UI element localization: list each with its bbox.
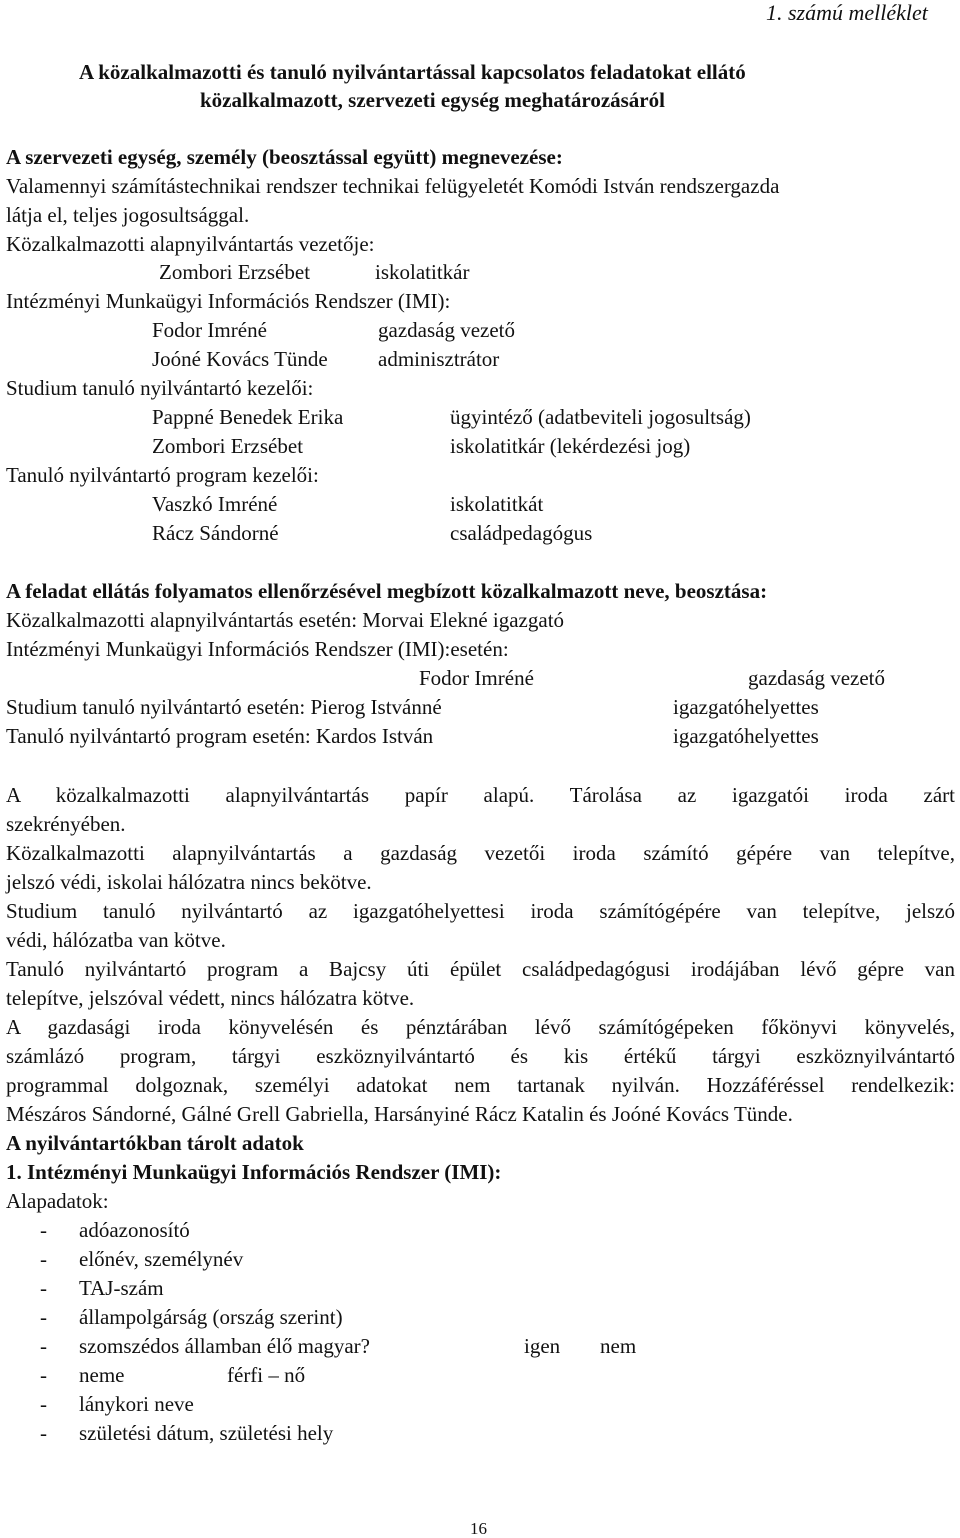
kozalk-role: iskolatitkár — [375, 260, 470, 284]
studium-person-role: ügyintéző (adatbeviteli jogosultság) — [450, 405, 751, 429]
kozalk-name: Zombori Erzsébet — [159, 260, 311, 284]
list-dash: - — [40, 1392, 47, 1416]
paragraph-3-line: védi, hálózatba van kötve. — [6, 928, 226, 952]
section2-studium-role: igazgatóhelyettes — [673, 695, 819, 719]
section1-intro-line1: Valamennyi számítástechnikai rendszer technikai felügyeletét Komódi István rendszergazda — [6, 174, 780, 198]
document-title-line1: A közalkalmazotti és tanuló nyilvántartással kapcsolatos feladatokat ellátó — [79, 60, 746, 84]
list-dash: - — [40, 1421, 47, 1445]
alapadatok-label: Alapadatok: — [6, 1189, 109, 1213]
paragraph-1-line: szekrényében. — [6, 812, 126, 836]
section3-heading: A nyilvántartókban tárolt adatok — [6, 1131, 304, 1155]
section2-studium: Studium tanuló nyilvántartó esetén: Pierog Istvánné — [6, 695, 442, 719]
section2-line1: Közalkalmazotti alapnyilvántartás esetén: Morvai Elekné igazgató — [6, 608, 565, 632]
list-dash: - — [40, 1334, 47, 1358]
section3-subheading: 1. Intézményi Munkaügyi Információs Rendszer (IMI): — [6, 1160, 502, 1184]
section2-line2: Intézményi Munkaügyi Információs Rendszer (IMI):esetén: — [6, 637, 509, 661]
list-item: neme — [79, 1363, 125, 1387]
list-item: TAJ-szám — [79, 1276, 164, 1300]
list-item: szomszédos államban élő magyar? — [79, 1334, 370, 1358]
list-dash: - — [40, 1276, 47, 1300]
section1-intro-line2: látja el, teljes jogosultsággal. — [6, 203, 250, 227]
list-item: lánykori neve — [79, 1392, 194, 1416]
tanulo-label: Tanuló nyilvántartó program kezelői: — [6, 463, 319, 487]
section2-heading: A feladat ellátás folyamatos ellenőrzésével megbízott közalkalmazott neve, beosztása: — [6, 579, 768, 603]
paragraph-4-line: Tanuló nyilvántartó program a Bajcsy úti épület családpedagógusi irodájában lévő gépre van — [6, 957, 955, 981]
option-yes: igen — [524, 1334, 561, 1358]
tanulo-person-role: családpedagógus — [450, 521, 593, 545]
tanulo-person-name: Rácz Sándorné — [152, 521, 279, 545]
page-number: 16 — [470, 1519, 487, 1538]
annex-label: 1. számú melléklet — [766, 0, 928, 25]
paragraph-5-line: A gazdasági iroda könyvelésén és pénztárában lévő számítógépeken főkönyvi könyvelés, — [6, 1015, 955, 1039]
document-title-line2: közalkalmazott, szervezeti egység meghatározásáról — [200, 88, 665, 112]
imi-person-role: adminisztrátor — [378, 347, 500, 371]
list-item: adóazonosító — [79, 1218, 190, 1242]
paragraph-5-line: Mészáros Sándorné, Gálné Grell Gabriella, Harsányiné Rácz Katalin és Joóné Kovács Tünde. — [6, 1102, 793, 1126]
paragraph-2-line: jelszó védi, iskolai hálózatra nincs bekötve. — [6, 870, 372, 894]
list-item: előnév, személynév — [79, 1247, 244, 1271]
tanulo-person-name: Vaszkó Imréné — [152, 492, 278, 516]
section2-tanulo-role: igazgatóhelyettes — [673, 724, 819, 748]
section2-imi-role: gazdaság vezető — [748, 666, 886, 690]
list-dash: - — [40, 1305, 47, 1329]
kozalk-label: Közalkalmazotti alapnyilvántartás vezetője: — [6, 232, 375, 256]
paragraph-4-line: telepítve, jelszóval védett, nincs hálózatra kötve. — [6, 986, 415, 1010]
paragraph-5-line: számlázó program, tárgyi eszköznyilvántartó és kis értékű tárgyi eszköznyilvántartó — [6, 1044, 955, 1068]
imi-person-name: Fodor Imréné — [152, 318, 267, 342]
imi-person-role: gazdaság vezető — [378, 318, 516, 342]
imi-label: Intézményi Munkaügyi Információs Rendszer (IMI): — [6, 289, 451, 313]
tanulo-person-role: iskolatitkát — [450, 492, 544, 516]
studium-person-name: Zombori Erzsébet — [152, 434, 304, 458]
studium-label: Studium tanuló nyilvántartó kezelői: — [6, 376, 314, 400]
section2-tanulo: Tanuló nyilvántartó program esetén: Kardos István — [6, 724, 434, 748]
list-dash: - — [40, 1363, 47, 1387]
studium-person-name: Pappné Benedek Erika — [152, 405, 344, 429]
section2-imi-name: Fodor Imréné — [419, 666, 534, 690]
section1-heading: A szervezeti egység, személy (beosztással együtt) megnevezése: — [6, 145, 563, 169]
list-dash: - — [40, 1247, 47, 1271]
paragraph-2-line: Közalkalmazotti alapnyilvántartás a gazdaság vezetői iroda számító gépére van telepítve, — [6, 841, 955, 865]
paragraph-5-line: programmal dolgoznak, személyi adatokat nem tartanak nyilván. Hozzáféréssel rendelkezik: — [6, 1073, 955, 1097]
gender-options: férfi – nő — [227, 1363, 306, 1387]
list-dash: - — [40, 1218, 47, 1242]
imi-person-name: Joóné Kovács Tünde — [152, 347, 328, 371]
paragraph-3-line: Studium tanuló nyilvántartó az igazgatóhelyettesi iroda számítógépére van telepítve, jelszó — [6, 899, 955, 923]
studium-person-role: iskolatitkár (lekérdezési jog) — [450, 434, 691, 458]
paragraph-1-line: A közalkalmazotti alapnyilvántartás papír alapú. Tárolása az igazgatói iroda zárt — [6, 783, 955, 807]
list-item: állampolgárság (ország szerint) — [79, 1305, 343, 1329]
option-no: nem — [600, 1334, 637, 1358]
list-item: születési dátum, születési hely — [79, 1421, 334, 1445]
